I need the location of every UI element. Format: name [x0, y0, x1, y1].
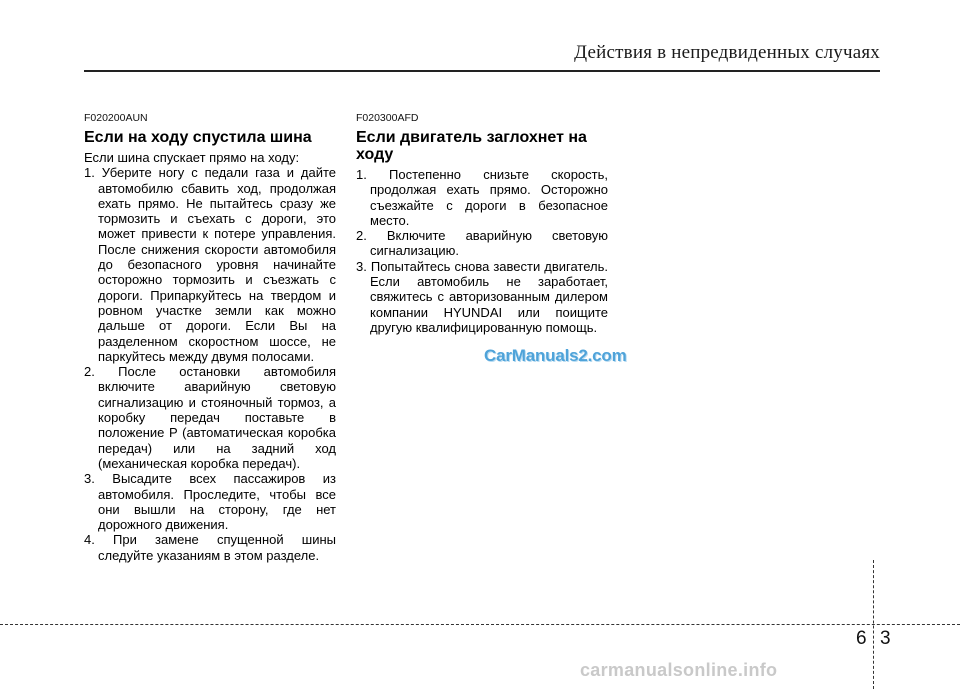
right-section-heading: Если двигатель заглохнет на ходу	[356, 129, 587, 163]
list-item: 1. Постепенно снизьте скорость, продолжая ехать прямо. Осторожно съезжайте с дороги в безопасное место.	[356, 167, 608, 228]
list-item: 3. Высадите всех пассажиров из автомобиля. Проследите, чтобы все они вышли на сторону, где нет дорожного движения.	[84, 471, 336, 533]
left-column	[84, 112, 336, 563]
footer-watermark[interactable]: carmanualsonline.info	[580, 660, 778, 680]
list-item: 2. После остановки автомобиля включите аварийную световую сигнализацию и стояночный тормоз, а коробку передач поставьте в положение P (автоматическая коробка передач) или на задний ход (механическая коробка передач).	[84, 364, 336, 471]
list-item: 2. Включите аварийную световую сигнализацию.	[356, 228, 608, 259]
list-item: 3. Попытайтесь снова завести двигатель. Если автомобиль не заработает, свяжитесь с авторизованным дилером компании HYUNDAI или поищите другую квалифицированную помощь.	[356, 258, 608, 335]
left-steps-list	[84, 165, 336, 563]
page-number-chapter: 6	[856, 628, 867, 649]
page-number-page: 3	[880, 628, 891, 649]
footer-divider	[0, 624, 960, 625]
list-item: 4. При замене спущенной шины следуйте указаниям в этом разделе.	[84, 532, 336, 563]
left-section-heading: Если на ходу спустила шина	[84, 129, 312, 146]
right-section-code: F020300AFD	[356, 112, 419, 124]
section-header-title: Действия в непредвиденных случаях	[574, 42, 880, 63]
right-steps-list	[356, 167, 608, 335]
header-divider	[84, 70, 880, 72]
right-column	[356, 112, 608, 335]
list-item: 1. Уберите ногу с педали газа и дайте автомобилю сбавить ход, продолжая ехать прямо. Не пытайтесь сразу же тормозить и съехать с дороги, это может привести к потере управления. После снижения скорости автомобиля до безопасного уровня начинайте осторожно тормозить и съезжать с дороги. Припаркуйтесь на твердом и ровном участке земли как можно дальше от дороги. Если Вы на разделенном скоростном шоссе, не паркуйтесь между двумя полосами.	[84, 165, 336, 364]
left-section-code: F020200AUN	[84, 112, 148, 124]
watermark-link[interactable]: CarManuals2.com	[484, 346, 627, 365]
page-number-divider	[873, 560, 874, 689]
left-section-intro: Если шина спускает прямо на ходу:	[84, 150, 300, 165]
